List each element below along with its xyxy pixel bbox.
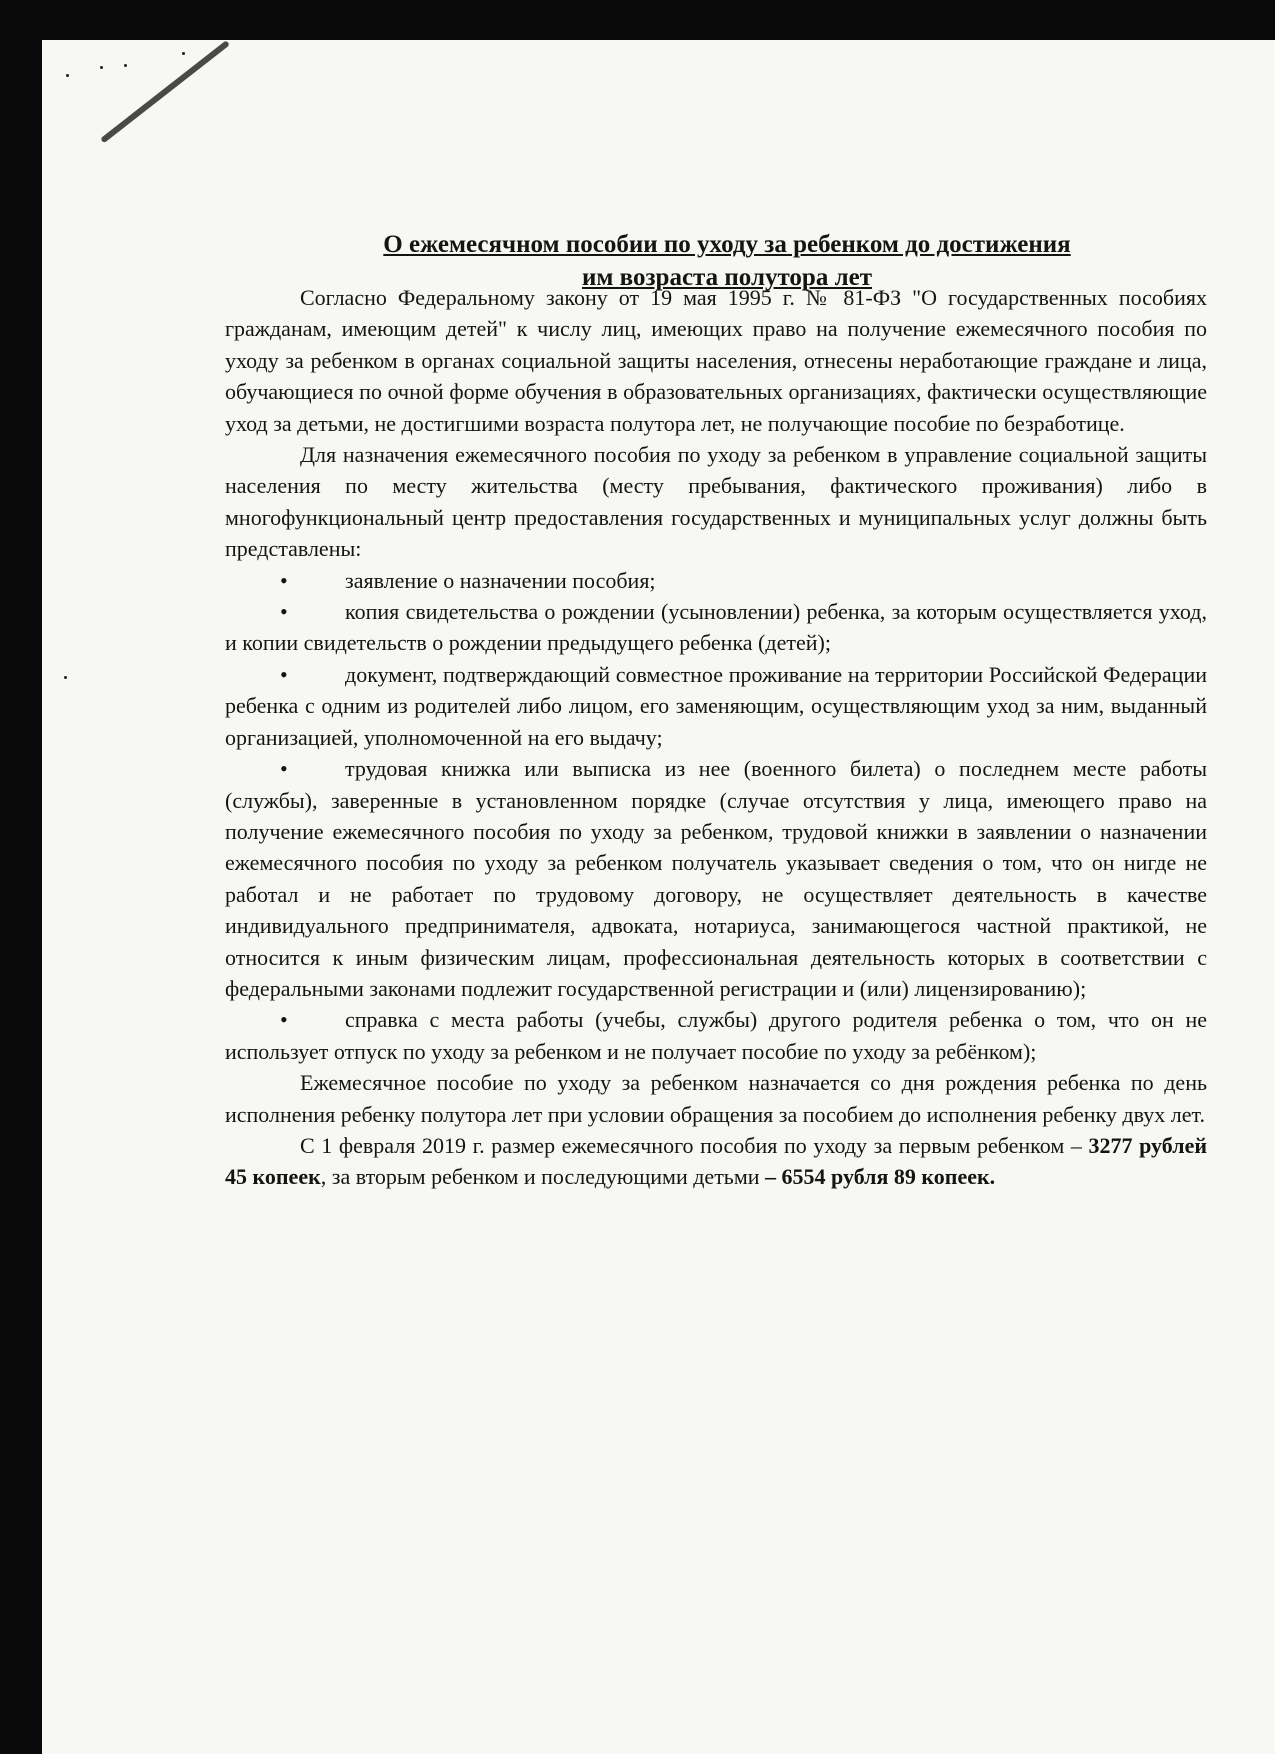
list-item-text: документ, подтверждающий совместное проживание на территории Российской Федерации ребенка с одним из родителей либо лицом, его заменяющим, осуществляющим уход за ним, выданный организацией, уполномоченной на его выдачу; [225, 661, 1207, 750]
bullet-marker: • [280, 567, 288, 593]
list-item-text: трудовая книжка или выписка из нее (военного билета) о последнем месте работы (службы), заверенные в установленном порядке (случае отсутствия у лица, имеющего право на получение ежемесячного пособия по уходу за ребенком, трудовой книжки в заявлении о назначении ежемесячного пособия по уходу за ребенком получатель указывает сведения о том, что он нигде не работал и не работает по трудовому договору, не осуществляет деятельность в качестве индивидуального предпринимателя, адвоката, нотариуса, занимающегося частной практикой, не относится к иным физическим лицам, профессиональная деятельность которых в соответствии с федеральными законами подлежит государственной регистрации и (или) лицензированию); [225, 756, 1207, 1001]
scan-scratch-mark [100, 40, 230, 143]
title-line-2: им возраста полутора лет [581, 264, 872, 291]
amount-intro: С 1 февраля 2019 г. размер ежемесячного пособия по уходу за первым ребенком – [300, 1132, 1082, 1158]
list-item [225, 1004, 1207, 1067]
list-item-text: копия свидетельства о рождении (усыновлении) ребенка, за которым осуществляется уход, и копии свидетельств о рождении предыдущего ребенка (детей); [225, 599, 1207, 656]
amount-first-child: 3277 рублей 45 копеек [225, 1132, 1208, 1190]
paragraph-payment-period: Ежемесячное пособие по уходу за ребенком назначается со дня рождения ребенка по день исполнения ребенку полутора лет при условии обращения за пособием до исполнения ребенку двух лет. [225, 1070, 1207, 1127]
scan-speck [64, 676, 67, 679]
amount-second-child: – 6554 рубля 89 копеек. [765, 1164, 996, 1190]
scan-speck [100, 66, 103, 69]
list-item-text: заявление о назначении пособия; [345, 567, 656, 593]
bullet-marker: • [280, 599, 288, 625]
title-line-1: О ежемесячном пособии по уходу за ребенком до достижения [383, 231, 1071, 258]
list-item [225, 565, 1207, 596]
scan-speck [124, 64, 127, 67]
paragraph-documents-intro: Для назначения ежемесячного пособия по уходу за ребенком в управление социальной защиты населения по месту жительства (месту пребывания, фактического проживания) либо в многофункциональный центр предоставления государственных и муниципальных услуг должны быть представлены: [225, 442, 1207, 562]
list-item-text: справка с места работы (учебы, службы) другого родителя ребенка о том, что он не использует отпуск по уходу за ребенком и не получает пособие по уходу за ребёнком); [225, 1007, 1207, 1064]
scan-speck [182, 52, 185, 55]
list-item [225, 596, 1207, 659]
paragraph-payment-amount [225, 1130, 1207, 1193]
bullet-marker: • [280, 661, 288, 687]
bullet-marker: • [280, 1007, 288, 1033]
paragraph-eligibility: Согласно Федеральному закону от 19 мая 1995 г. № 81-ФЗ "О государственных пособиях гражданам, имеющим детей" к числу лиц, имеющих право на получение ежемесячного пособия по уходу за ребенком в органах социальной защиты населения, отнесены неработающие граждане и лица, обучающиеся по очной форме обучения в образовательных организациях, фактически осуществляющие уход за детьми, не достигшими возраста полутора лет, не получающие пособие по безработице. [225, 285, 1207, 436]
list-item [225, 753, 1207, 1004]
amount-middle: , за вторым ребенком и последующими детьми [320, 1164, 760, 1190]
bullet-marker: • [280, 756, 288, 782]
document-body [225, 282, 1207, 1193]
list-item [225, 659, 1207, 753]
scan-speck [66, 74, 69, 77]
